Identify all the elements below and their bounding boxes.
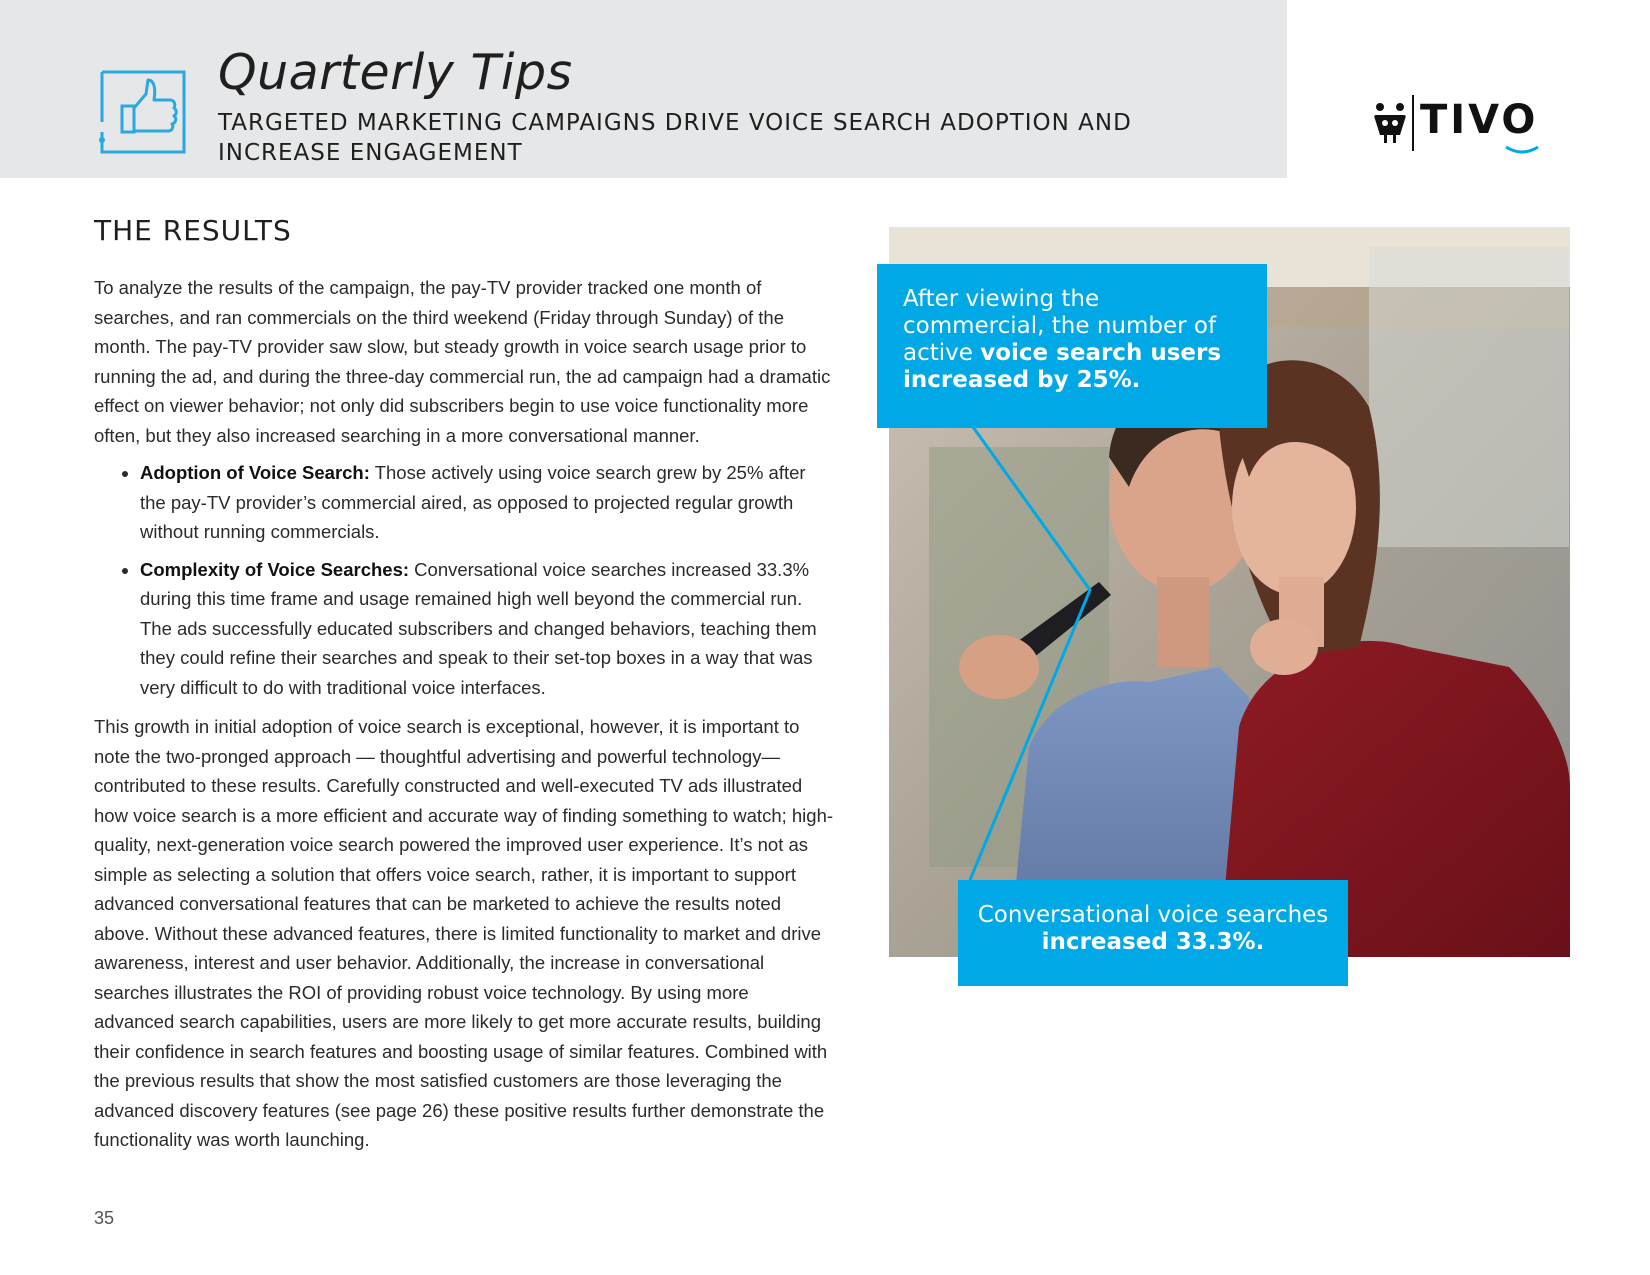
page-subtitle: TARGETED MARKETING CAMPAIGNS DRIVE VOICE SEARCH ADOPTION AND INCREASE ENGAGEMENT: [218, 110, 1132, 166]
logo-divider: [1412, 95, 1414, 151]
callout-bottom-text: Conversational voice searches: [977, 902, 1329, 928]
callout-voice-users: [877, 264, 1267, 428]
list-item: [140, 555, 834, 703]
tivo-mascot-icon: [1372, 101, 1408, 147]
list-item: [140, 458, 834, 547]
callout-connector-line: [960, 420, 1100, 890]
thumbs-up-icon: [94, 60, 190, 156]
bullet-label: Adoption of Voice Search:: [140, 462, 370, 483]
results-list: [94, 458, 834, 702]
logo-wordmark: TIVO: [1420, 97, 1539, 143]
callout-bottom-bold: increased 33.3%.: [1041, 929, 1265, 955]
bullet-text: Those actively using voice search grew by 25% after the pay-TV provider’s commercial aired, as opposed to projected regular growth without running commercials.: [140, 462, 806, 542]
section-heading: THE RESULTS: [94, 214, 292, 247]
intro-paragraph: To analyze the results of the campaign, the pay-TV provider tracked one month of searches, and ran commercials on the third weekend (Friday through Sunday) of the month. The pay-TV provider saw slow, but steady growth in voice search usage prior to running the ad, and during the three-day commercial run, the ad campaign had a dramatic effect on viewer behavior; not only did subscribers begin to use voice functionality more often, but they also increased searching in a more conversational manner.: [94, 277, 831, 446]
callout-top-text: After viewing the commercial, the number of active: [903, 286, 1217, 366]
page-title: Quarterly Tips: [218, 44, 573, 101]
smile-mark-icon: [1504, 145, 1540, 155]
page-number: 35: [94, 1208, 115, 1228]
callout-conversational-searches: [958, 880, 1348, 986]
body-column: [94, 273, 834, 1155]
conclusion-paragraph: This growth in initial adoption of voice search is exceptional, however, it is important to note the two-pronged approach — thoughtful advertising and powerful technology— contributed to these results. Carefully constructed and well-executed TV ads illustrated how voice search is a more efficient and accurate way of finding something to watch; high-quality, next-generation voice search powered the improved user experience. It’s not as simple as selecting a solution that offers voice search, rather, it is important to support advanced conversational features that can be marketed to achieve the results noted above. Without these advanced features, there is limited functionality to market and drive awareness, interest and user behavior. Additionally, the increase in conversational searches illustrates the ROI of providing robust voice technology. By using more advanced search capabilities, users are more likely to get more accurate results, building their confidence in search features and boosting usage of similar features. Combined with the previous results that show the most satisfied customers are those leveraging the advanced discovery features (see page 26) these positive results further demonstrate the functionality was worth launching.: [94, 716, 834, 1150]
bullet-text: Conversational voice searches increased 33.3% during this time frame and usage remained high well beyond the commercial run. The ads successfully educated subscribers and changed behaviors, teaching them they could refine their searches and speak to their set-top boxes in a way that was very difficult to do with traditional voice interfaces.: [140, 558, 817, 698]
tivo-logo: [1372, 95, 1572, 153]
bullet-label: Complexity of Voice Searches:: [140, 558, 410, 580]
callout-top-bold: voice search users increased by 25%.: [903, 340, 1222, 393]
